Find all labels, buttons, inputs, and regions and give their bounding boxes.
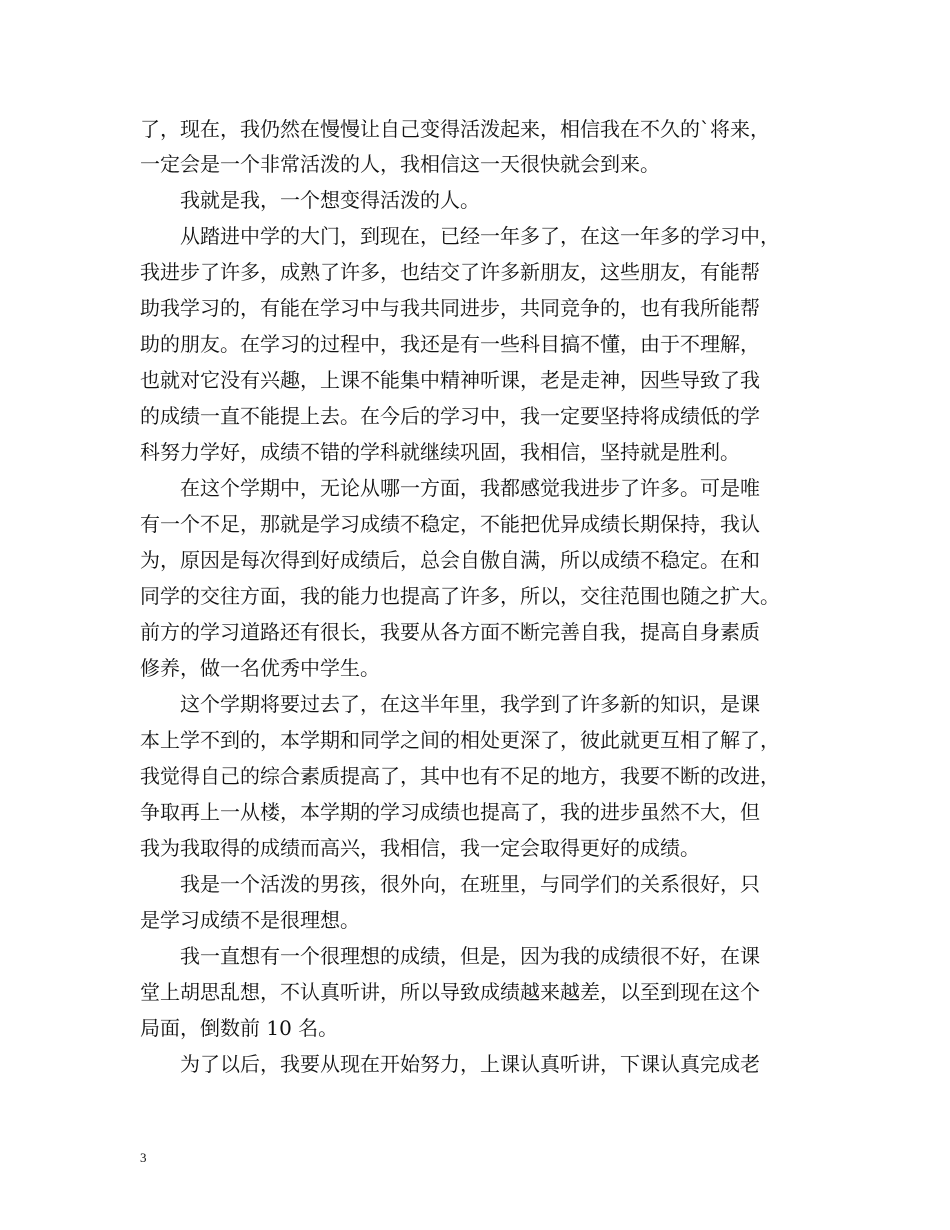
text-line: 科努力学好，成绩不错的学科就继续巩固，我相信，坚持就是胜利。 [140, 440, 740, 464]
text-line: 有一个不足，那就是学习成绩不稳定，不能把优异成绩长期保持，我认 [140, 512, 760, 536]
text-line: 在这个学期中，无论从哪一方面，我都感觉我进步了许多。可是唯 [180, 476, 760, 500]
text-line: 从踏进中学的大门，到现在，已经一年多了，在这一年多的学习中， [180, 224, 780, 248]
text-line: 一定会是一个非常活泼的人，我相信这一天很快就会到来。 [140, 152, 660, 176]
text-line: 我是一个活泼的男孩，很外向，在班里，与同学们的关系很好，只 [180, 872, 760, 896]
text-line: 为了以后，我要从现在开始努力，上课认真听讲，下课认真完成老 [180, 1052, 760, 1076]
text-line: 我一直想有一个很理想的成绩，但是，因为我的成绩很不好，在课 [180, 944, 760, 968]
text-line: 为，原因是每次得到好成绩后，总会自傲自满，所以成绩不稳定。在和 [140, 548, 760, 572]
text-line: 这个学期将要过去了，在这半年里，我学到了许多新的知识，是课 [180, 692, 760, 716]
text-line: 局面，倒数前 10 名。 [140, 1016, 339, 1040]
text-line: 争取再上一从楼，本学期的学习成绩也提高了，我的进步虽然不大，但 [140, 800, 760, 824]
text-line: 堂上胡思乱想，不认真听讲，所以导致成绩越来越差，以至到现在这个 [140, 980, 760, 1004]
text-line: 修养，做一名优秀中学生。 [140, 656, 380, 680]
text-line: 我为我取得的成绩而高兴，我相信，我一定会取得更好的成绩。 [140, 836, 700, 860]
text-line: 前方的学习道路还有很长，我要从各方面不断完善自我，提高自身素质 [140, 620, 760, 644]
text-line: 我进步了许多，成熟了许多，也结交了许多新朋友，这些朋友，有能帮 [140, 260, 760, 284]
text-line: 我觉得自己的综合素质提高了，其中也有不足的地方，我要不断的改进， [140, 764, 780, 788]
text-line: 了，现在，我仍然在慢慢让自己变得活泼起来，相信我在不久的`将来， [140, 117, 770, 141]
text-line: 的成绩一直不能提上去。在今后的学习中，我一定要坚持将成绩低的学 [140, 404, 760, 428]
text-line: 助的朋友。在学习的过程中，我还是有一些科目搞不懂，由于不理解， [140, 332, 760, 356]
text-line: 本上学不到的，本学期和同学之间的相处更深了，彼此就更互相了解了， [140, 728, 780, 752]
text-line: 是学习成绩不是很理想。 [140, 908, 360, 932]
text-line: 我就是我，一个想变得活泼的人。 [180, 188, 480, 212]
text-line: 助我学习的，有能在学习中与我共同进步，共同竞争的，也有我所能帮 [140, 296, 760, 320]
text-line: 同学的交往方面，我的能力也提高了许多，所以，交往范围也随之扩大。 [140, 584, 780, 608]
page-number: 3 [140, 1150, 147, 1165]
text-line: 也就对它没有兴趣，上课不能集中精神听课，老是走神，因些导致了我 [140, 368, 760, 392]
